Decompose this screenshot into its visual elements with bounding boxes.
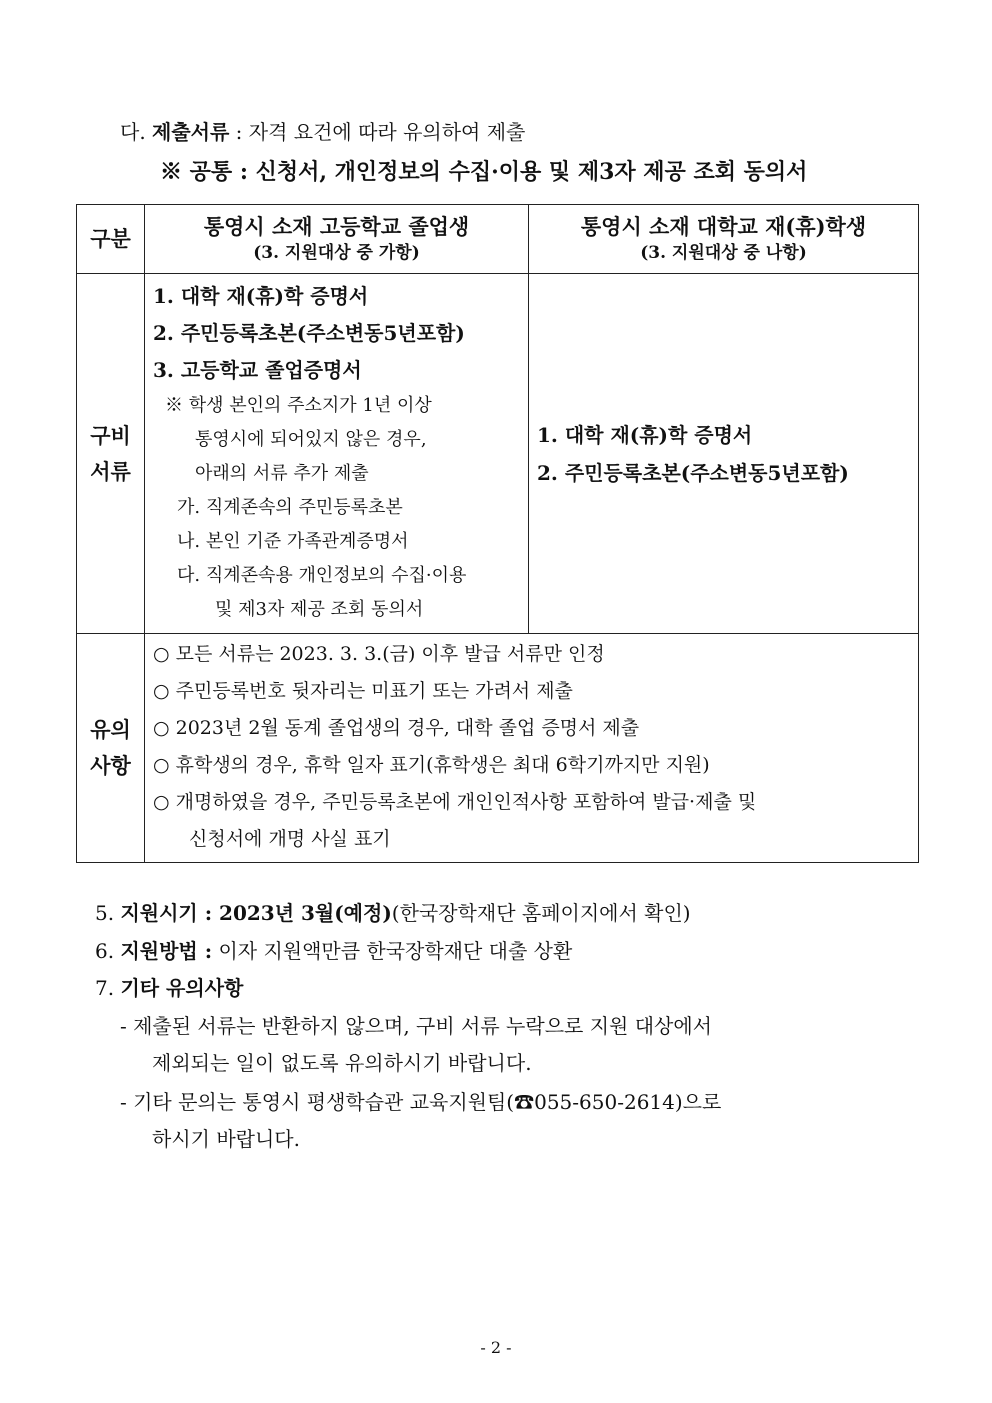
- other-note-2: - 기타 문의는 통영시 평생학습관 교육지원팀(☎055-650-2614)으로: [120, 1090, 722, 1114]
- required-docs-row: [77, 274, 919, 634]
- header-highschool-sub: (3. 지원대상 중 가항): [253, 243, 420, 263]
- other-note-1-cont: 제외되는 일이 없도록 유의하시기 바랍니다.: [152, 1051, 532, 1075]
- header-university-sub: (3. 지원대상 중 나항): [640, 243, 807, 263]
- cautions-cell: [145, 634, 919, 863]
- note-line: 아래의 서류 추가 제출: [195, 463, 369, 484]
- caution-item: ○ 개명하였을 경우, 주민등록초본에 개인인적사항 포함하여 발급·제출 및: [153, 791, 757, 813]
- note-line: 통영시에 되어있지 않은 경우,: [195, 429, 427, 450]
- list-item: 1. 대학 재(휴)학 증명서: [153, 284, 369, 308]
- list-item: 3. 고등학교 졸업증명서: [153, 358, 362, 382]
- header-highschool-title: 통영시 소재 고등학교 졸업생: [203, 214, 470, 239]
- other-note-1: - 제출된 서류는 반환하지 않으며, 구비 서류 누락으로 지원 대상에서: [120, 1014, 712, 1038]
- header-university: [529, 205, 919, 274]
- submission-prefix: 다.: [120, 120, 153, 144]
- submission-text: : 자격 요건에 따라 유의하여 제출: [229, 120, 526, 144]
- submission-line: [120, 116, 525, 145]
- section-5-support-period: 5. 지원시기 : 2023년 3월(예정)(한국장학재단 홈페이지에서 확인): [95, 901, 691, 925]
- header-highschool: [145, 205, 529, 274]
- common-documents-line: ※ 공통 : 신청서, 개인정보의 수집·이용 및 제3자 제공 조회 동의서: [160, 159, 808, 185]
- caution-item: ○ 2023년 2월 동계 졸업생의 경우, 대학 졸업 증명서 제출: [153, 717, 640, 739]
- note-line: 가. 직계존속의 주민등록초본: [177, 497, 403, 518]
- caution-item: ○ 모든 서류는 2023. 3. 3.(금) 이후 발급 서류만 인정: [153, 643, 605, 665]
- note-line: 및 제3자 제공 조회 동의서: [215, 599, 424, 620]
- cautions-row: [77, 634, 919, 863]
- cautions-label: 유의 사항: [77, 634, 145, 863]
- note-line: ※ 학생 본인의 주소지가 1년 이상: [165, 395, 432, 416]
- header-university-title: 통영시 소재 대학교 재(휴)학생: [580, 214, 867, 239]
- list-item: 2. 주민등록초본(주소변동5년포함): [153, 321, 465, 345]
- highschool-docs-cell: [145, 274, 529, 634]
- required-docs-label: 구비 서류: [77, 274, 145, 634]
- note-line: 다. 직계존속용 개인정보의 수집·이용: [177, 565, 467, 586]
- university-docs-cell: [529, 274, 919, 634]
- list-item: 1. 대학 재(휴)학 증명서: [537, 422, 753, 447]
- caution-item: 신청서에 개명 사실 표기: [189, 828, 391, 850]
- submission-label: 제출서류: [152, 120, 230, 144]
- note-line: 나. 본인 기준 가족관계증명서: [177, 531, 409, 552]
- page-number: - 2 -: [480, 1338, 512, 1357]
- section-7-other-notes: 7. 기타 유의사항: [95, 976, 244, 1000]
- caution-item: ○ 휴학생의 경우, 휴학 일자 표기(휴학생은 최대 6학기까지만 지원): [153, 754, 710, 776]
- documents-table: [76, 204, 919, 863]
- other-note-2-cont: 하시기 바랍니다.: [152, 1127, 300, 1151]
- table-header-row: [77, 205, 919, 274]
- header-category: 구분: [77, 205, 145, 274]
- section-6-support-method: 6. 지원방법 : 이자 지원액만큼 한국장학재단 대출 상환: [95, 939, 573, 963]
- caution-item: ○ 주민등록번호 뒷자리는 미표기 또는 가려서 제출: [153, 680, 573, 702]
- list-item: 2. 주민등록초본(주소변동5년포함): [537, 460, 849, 485]
